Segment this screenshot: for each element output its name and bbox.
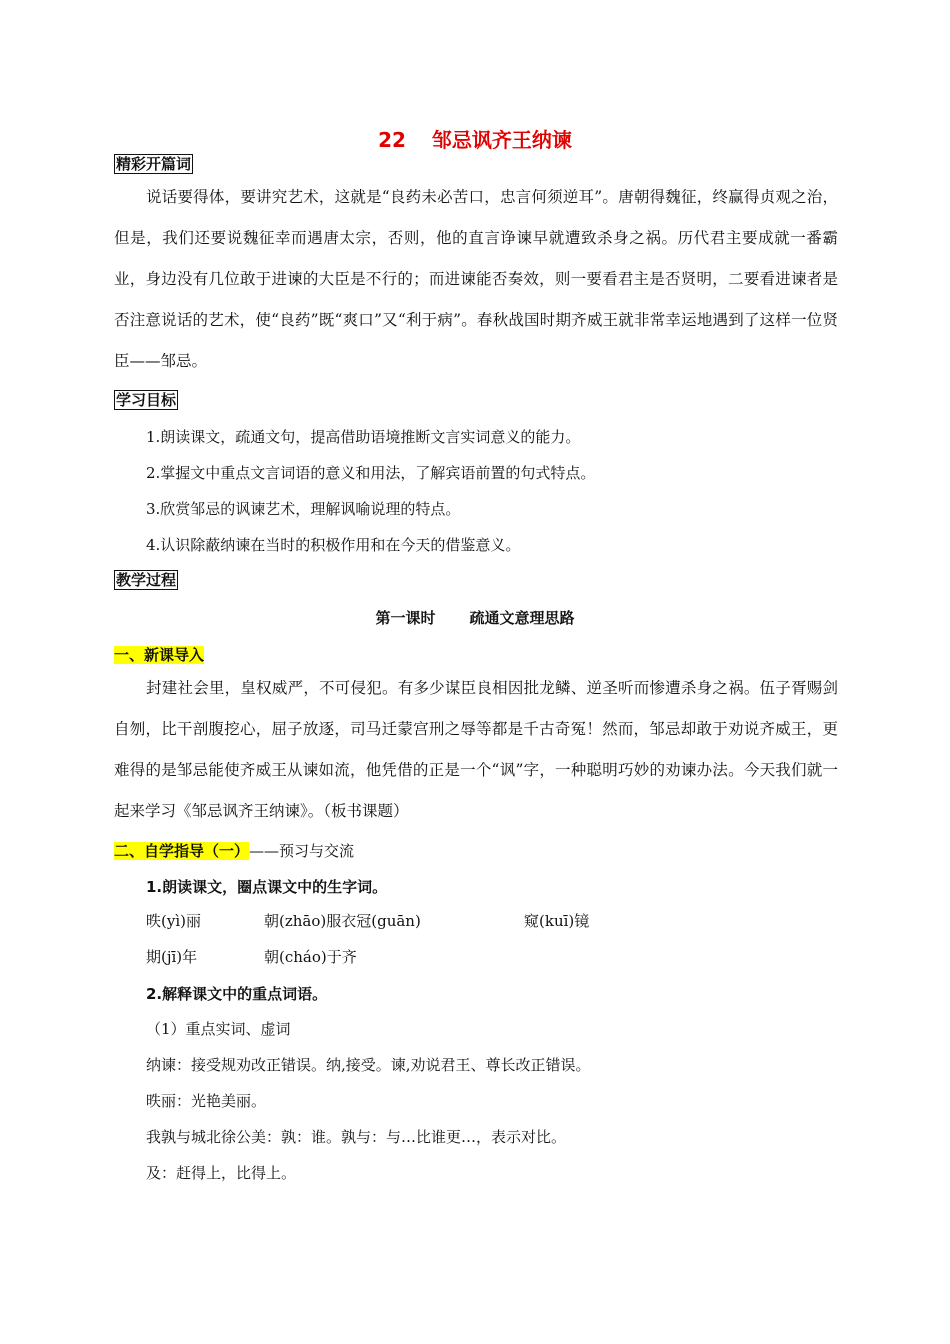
section-heading-intro: 精彩开篇词 xyxy=(116,155,192,173)
task-2: 2.解释课文中的重点词语。 xyxy=(146,985,328,1003)
pron-item: 朝(cháo)于齐 xyxy=(264,948,357,966)
title-text: 邹忌讽齐王纳谏 xyxy=(431,128,572,152)
lesson-heading xyxy=(0,607,950,628)
title-number: 22 xyxy=(378,128,406,152)
part1-heading xyxy=(114,644,204,665)
subheading-1: （1）重点实词、虚词 xyxy=(146,1020,291,1038)
pron-item: 昳(yì)丽 xyxy=(146,912,201,930)
pron-item: 朝(zhāo)服衣冠(guān) xyxy=(264,912,421,930)
goal-item: 1.朗读课文，疏通文句，提高借助语境推断文言实词意义的能力。 xyxy=(146,428,581,446)
goal-item: 4.认识除蔽纳谏在当时的积极作用和在今天的借鉴意义。 xyxy=(146,536,521,554)
definition-item: 我孰与城北徐公美：孰：谁。孰与：与…比谁更…，表示对比。 xyxy=(146,1128,567,1146)
definition-item: 及：赶得上，比得上。 xyxy=(146,1164,297,1182)
definition-item: 纳谏：接受规劝改正错误。纳,接受。谏,劝说君王、尊长改正错误。 xyxy=(146,1056,591,1074)
goal-item: 3.欣赏邹忌的讽谏艺术，理解讽喻说理的特点。 xyxy=(146,500,461,518)
part2-heading xyxy=(114,840,354,861)
pron-item: 窥(kuī)镜 xyxy=(524,912,590,930)
section-heading-goals: 学习目标 xyxy=(116,391,177,409)
part1-paragraph: 封建社会里，皇权威严，不可侵犯。有多少谋臣良相因批龙鳞、逆圣听而惨遭杀身之祸。伍子胥赐剑自刎，比干剖腹挖心，屈子放逐，司马迁蒙宫刑之辱等都是千古奇冤！然而，邹忌却敢于劝说齐威王，更难得的是邹忌能使齐威王从谏如流，他凭借的正是一个“讽”字，一种聪明巧妙的劝谏办法。今天我们就一起来学习《邹忌讽齐王纳谏》。（板书课题） xyxy=(114,679,838,820)
task-1: 1.朗读课文，圈点课文中的生字词。 xyxy=(146,878,388,896)
section-heading-process: 教学过程 xyxy=(116,571,177,589)
lesson-topic: 疏通文意理思路 xyxy=(469,609,575,627)
part2-heading-mark: 二、自学指导（一） xyxy=(114,842,250,860)
page-title xyxy=(0,124,950,153)
part2-heading-rest: ——预习与交流 xyxy=(249,842,355,860)
intro-paragraph: 说话要得体，要讲究艺术，这就是“良药未必苦口，忠言何须逆耳”。唐朝得魏征，终赢得贞观之治，但是，我们还要说魏征幸而遇唐太宗，否则，他的直言诤谏早就遭致杀身之祸。历代君主要成就一番霸业，身边没有几位敢于进谏的大臣是不行的；而进谏能否奏效，则一要看君主是否贤明，二要看进谏者是否注意说话的艺术，使“良药”既“爽口”又“利于病”。春秋战国时期齐威王就非常幸运地遇到了这样一位贤臣——邹忌。 xyxy=(114,188,838,370)
part1-heading-text: 一、新课导入 xyxy=(114,646,205,664)
lesson-label: 第一课时 xyxy=(375,609,436,627)
pron-item: 期(jī)年 xyxy=(146,948,198,966)
goal-item: 2.掌握文中重点文言词语的意义和用法，了解宾语前置的句式特点。 xyxy=(146,464,596,482)
definition-item: 昳丽：光艳美丽。 xyxy=(146,1092,267,1110)
